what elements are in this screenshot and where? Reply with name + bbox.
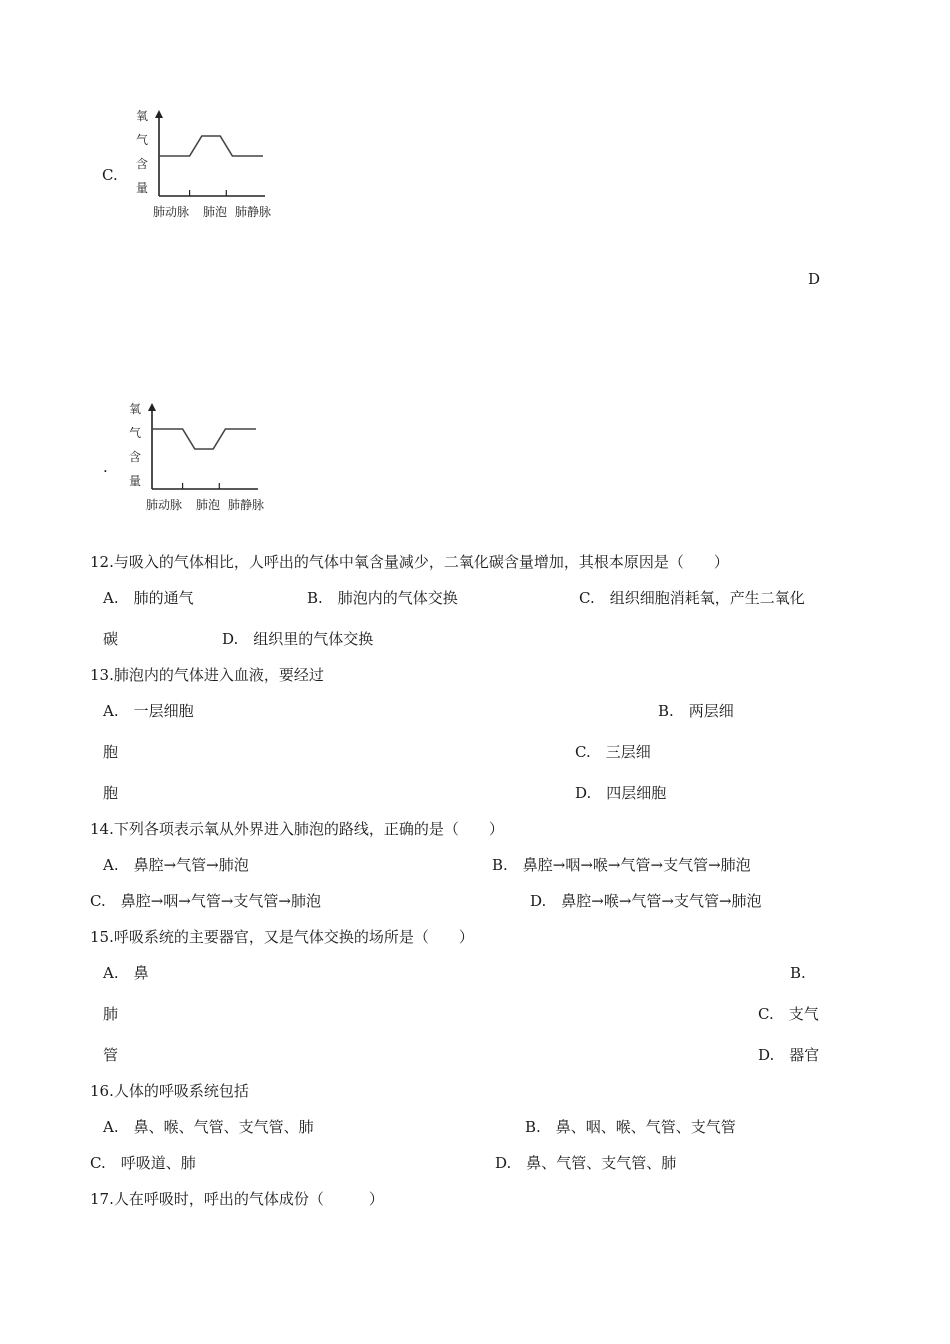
y-axis-label-char: 含: [135, 157, 149, 171]
question-12-option-a[interactable]: A. 肺的通气: [103, 589, 194, 607]
question-17-stem: 17.人在呼吸时，呼出的气体成份（ ）: [90, 1190, 384, 1208]
question-13-option-a[interactable]: A. 一层细胞: [103, 702, 194, 720]
question-12-option-d[interactable]: D. 组织里的气体交换: [222, 630, 374, 648]
question-15-option-b-cont: 肺: [103, 1005, 119, 1023]
question-13-stem: 13.肺泡内的气体进入血液，要经过: [90, 666, 324, 684]
option-d-dot: .: [103, 458, 108, 476]
question-15-stem: 15.呼吸系统的主要器官，又是气体交换的场所是（ ）: [90, 928, 474, 946]
y-axis-arrow: [148, 403, 156, 411]
question-13-option-c[interactable]: C. 三层细: [575, 743, 651, 761]
x-tick-label: 肺泡: [203, 205, 228, 219]
x-tick-label: 肺泡: [196, 498, 221, 512]
y-axis-label-char: 气: [135, 133, 149, 147]
question-12-option-c-cont: 碳: [103, 630, 119, 648]
question-16-option-b[interactable]: B. 鼻、咽、喉、气管、支气管: [525, 1118, 736, 1136]
question-14-option-a[interactable]: A. 鼻腔→气管→肺泡: [103, 856, 249, 874]
question-14-stem: 14.下列各项表示氧从外界进入肺泡的路线，正确的是（ ）: [90, 820, 504, 838]
question-14-option-d[interactable]: D. 鼻腔→喉→气管→支气管→肺泡: [530, 892, 762, 910]
y-axis-label-char: 含: [128, 450, 142, 464]
question-16-option-a[interactable]: A. 鼻、喉、气管、支气管、肺: [103, 1118, 314, 1136]
option-d-label: D: [808, 270, 821, 288]
question-12-option-c[interactable]: C. 组织细胞消耗氧，产生二氧化: [579, 589, 805, 607]
question-13-option-d[interactable]: D. 四层细胞: [575, 784, 667, 802]
question-15-option-b[interactable]: B.: [790, 964, 806, 982]
question-15-option-d[interactable]: D. 器官: [758, 1046, 820, 1064]
x-tick-label: 肺动脉: [153, 205, 190, 219]
question-13-option-b-cont: 胞: [103, 743, 119, 761]
question-12-option-b[interactable]: B. 肺泡内的气体交换: [307, 589, 458, 607]
y-axis-label-char: 氧: [128, 402, 142, 416]
question-13-option-b[interactable]: B. 两层细: [658, 702, 734, 720]
question-14-option-b[interactable]: B. 鼻腔→咽→喉→气管→支气管→肺泡: [492, 856, 751, 874]
x-tick-label: 肺静脉: [235, 205, 272, 219]
oxygen-series-line: [159, 136, 263, 156]
y-axis-label-char: 氧: [135, 109, 149, 123]
line-chart: [128, 393, 298, 518]
question-15-option-c[interactable]: C. 支气: [758, 1005, 819, 1023]
chart-option-d: [128, 393, 298, 518]
y-axis-label-char: 气: [128, 426, 142, 440]
y-axis-label-char: 量: [135, 181, 149, 195]
y-axis-label-char: 量: [128, 474, 142, 488]
question-13-option-c-cont: 胞: [103, 784, 119, 802]
question-15-option-c-cont: 管: [103, 1046, 119, 1064]
option-c-label: C.: [102, 166, 118, 184]
question-16-option-d[interactable]: D. 鼻、气管、支气管、肺: [495, 1154, 677, 1172]
y-axis-arrow: [155, 110, 163, 118]
line-chart: [135, 100, 305, 225]
question-12-stem: 12.与吸入的气体相比，人呼出的气体中氧含量减少，二氧化碳含量增加，其根本原因是（ ）: [90, 553, 729, 571]
chart-option-c: [135, 100, 305, 225]
x-tick-label: 肺静脉: [228, 498, 265, 512]
oxygen-series-line: [152, 429, 256, 449]
question-14-option-c[interactable]: C. 鼻腔→咽→气管→支气管→肺泡: [90, 892, 321, 910]
x-tick-label: 肺动脉: [146, 498, 183, 512]
question-16-stem: 16.人体的呼吸系统包括: [90, 1082, 249, 1100]
question-16-option-c[interactable]: C. 呼吸道、肺: [90, 1154, 196, 1172]
question-15-option-a[interactable]: A. 鼻: [103, 964, 149, 982]
